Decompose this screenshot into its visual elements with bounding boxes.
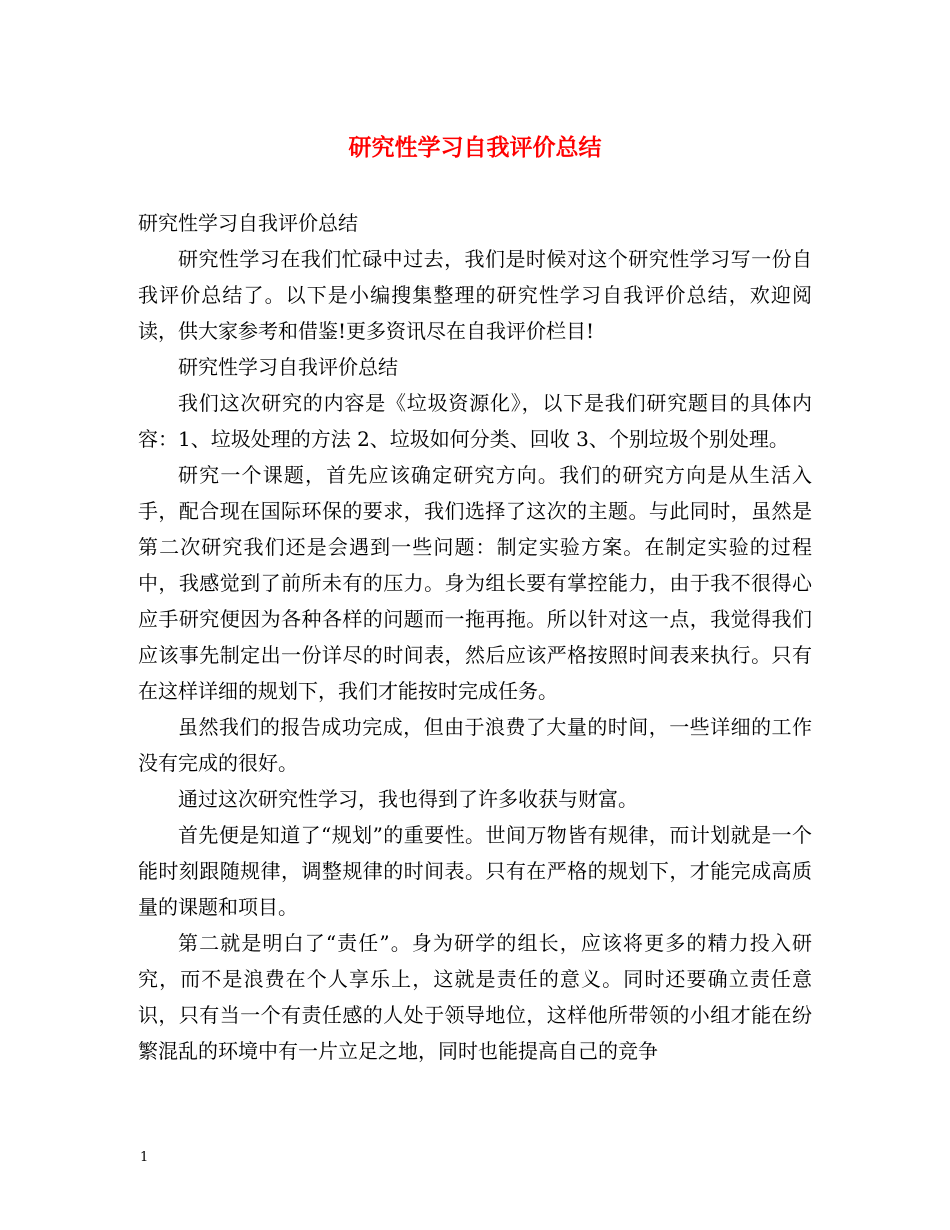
- document-body: [138, 205, 812, 1069]
- responsibility-paragraph: 第二就是明白了“责任”。身为研学的组长，应该将更多的精力投入研究，而不是浪费在个人享乐上，这就是责任的意义。同时还要确立责任意识，只有当一个有责任感的人处于领导地位，这样他所带领的小组才能在纷繁混乱的环境中有一片立足之地，同时也能提高自己的竞争: [138, 931, 812, 1063]
- harvest-paragraph: 通过这次研究性学习，我也得到了许多收获与财富。: [178, 787, 638, 811]
- direction-paragraph: 研究一个课题，首先应该确定研究方向。我们的研究方向是从生活入手，配合现在国际环保的要求，我们选择了这次的主题。与此同时，虽然是第二次研究我们还是会遇到一些问题：制定实验方案。在制定实验的过程中，我感觉到了前所未有的压力。身为组长要有掌控能力，由于我不很得心应手研究便因为各种各样的问题而一拖再拖。所以针对这一点，我觉得我们应该事先制定出一份详尽的时间表，然后应该严格按照时间表来执行。只有在这样详细的规划下，我们才能按时完成任务。: [138, 463, 812, 703]
- document-title: 研究性学习自我评价总结: [348, 134, 602, 161]
- page-number: 1: [140, 1150, 149, 1165]
- section-heading-paragraph: 研究性学习自我评价总结: [178, 355, 398, 379]
- report-paragraph: 虽然我们的报告成功完成，但由于浪费了大量的时间，一些详细的工作没有完成的很好。: [138, 715, 812, 775]
- content-paragraph: 我们这次研究的内容是《垃圾资源化》，以下是我们研究题目的具体内容：1、垃圾处理的方法 2、垃圾如何分类、回收 3、个别垃圾个别处理。: [138, 391, 812, 451]
- subtitle-paragraph: 研究性学习自我评价总结: [138, 211, 358, 235]
- planning-paragraph: 首先便是知道了“规划”的重要性。世间万物皆有规律，而计划就是一个能时刻跟随规律，调整规律的时间表。只有在严格的规划下，才能完成高质量的课题和项目。: [138, 823, 812, 919]
- intro-paragraph: 研究性学习在我们忙碌中过去，我们是时候对这个研究性学习写一份自我评价总结了。以下是小编搜集整理的研究性学习自我评价总结，欢迎阅读，供大家参考和借鉴!更多资讯尽在自我评价栏目!: [138, 247, 812, 343]
